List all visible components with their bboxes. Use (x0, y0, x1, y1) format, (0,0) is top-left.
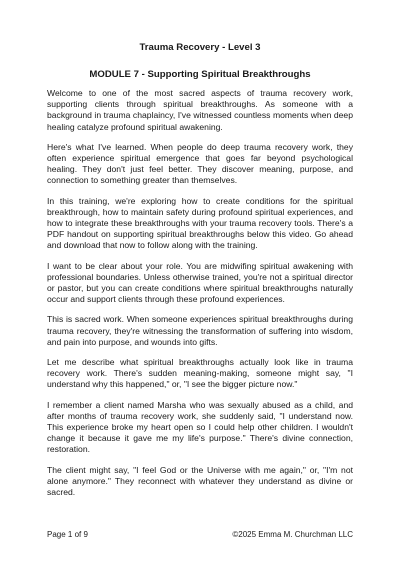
paragraph: In this training, we're exploring how to create conditions for the spiritual breakthrough, how to maintain safety during profound spiritual experiences, and how to integrate these breakthroughs with your trauma recovery tools. There's a PDF handout on supporting spiritual breakthroughs below this video. Go ahead and download that now to follow along with the training. (47, 195, 353, 251)
page-footer (47, 530, 353, 540)
paragraph: The client might say, "I feel God or the Universe with me again," or, "I'm not alone anymore." They reconnect with whatever they understand as divine or sacred. (47, 464, 353, 498)
paragraph: Here's what I've learned. When people do deep trauma recovery work, they often experience spiritual emergence that goes far beyond psychological healing. They don't just feel better. They discover meaning, purpose, and connection to something greater than themselves. (47, 141, 353, 186)
page-number: Page 1 of 9 (47, 530, 88, 539)
course-title: Trauma Recovery - Level 3 (139, 42, 261, 53)
paragraph: I want to be clear about your role. You are midwifing spiritual awakening with professional boundaries. Unless otherwise trained, you're not a spiritual director or pastor, but you can create conditions where spiritual breakthroughs naturally occur and support clients through these profound experiences. (47, 260, 353, 305)
paragraph: This is sacred work. When someone experiences spiritual breakthroughs during trauma recovery, they're witnessing the transformation of suffering into wisdom, and pain into purpose, and wounds into gifts. (47, 314, 353, 347)
copyright-notice: ©2025 Emma M. Churchman LLC (232, 530, 353, 539)
document-body (47, 88, 353, 507)
paragraph: I remember a client named Marsha who was sexually abused as a child, and after months of trauma recovery work, she suddenly said, "I understand now. This experience broke my heart open so I could help other children. I wouldn't change it because it gave me my life's purpose." There's divine connection, restoration. (47, 399, 353, 455)
paragraph: Let me describe what spiritual breakthroughs actually look like in trauma recovery work. There's sudden meaning-making, someone might say, "I understand why this happened," or, "I see the bigger picture now." (47, 357, 353, 390)
paragraph: Welcome to one of the most sacred aspects of trauma recovery work, supporting clients through spiritual breakthroughs. As someone with a background in trauma chaplaincy, I've witnessed countless moments when deep healing catalyze profound spiritual awakening. (47, 88, 353, 132)
module-title: MODULE 7 - Supporting Spiritual Breakthroughs (89, 69, 311, 80)
